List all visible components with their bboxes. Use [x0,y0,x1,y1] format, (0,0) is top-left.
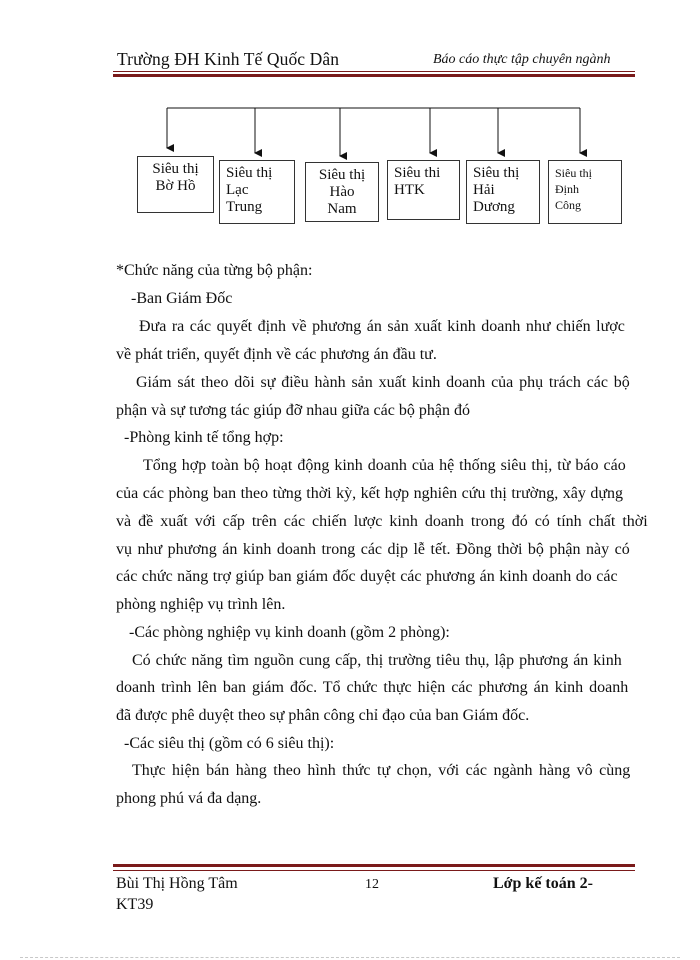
paragraph-line: vụ như phương án kinh doanh trong các dịp lễ tết. Đồng thời bộ phận này có [116,541,630,558]
org-box-dinh-cong [548,160,622,224]
org-box-line: Trung [226,199,263,215]
paragraph-line: phòng nghiệp vụ trình lên. [116,596,286,613]
org-box-line: Công [555,198,582,212]
org-box-line: Định [555,182,579,196]
org-box-line: Siêu thị [226,165,273,181]
org-box-line: Hải [473,182,495,198]
subheading-supermarkets: -Các siêu thị (gồm có 6 siêu thị): [124,735,335,752]
paragraph-line: về phát triển, quyết định về các phương án đầu tư. [116,346,437,363]
org-box-line: Siêu thị [555,166,593,180]
subheading-general-dept: -Phòng kinh tế tổng hợp: [124,429,284,446]
paragraph-line: Thực hiện bán hàng theo hình thức tự chọn, với các ngành hàng vô cùng [132,762,631,779]
footer-author: Bùi Thị Hồng Tâm [116,875,238,892]
paragraph-line: Đưa ra các quyết định về phương án sản xuất kinh doanh như chiến lược [139,318,625,335]
header-school-name: Trường ĐH Kinh Tế Quốc Dân [117,49,340,69]
org-box-line: Siêu thi [394,165,441,181]
paragraph-line: phong phú vá đa dạng. [116,790,262,807]
paragraph-line: của các phòng ban theo từng thời kỳ, kết hợp nghiên cứu thị trường, xây dựng [116,485,624,502]
footer-rule-thick [113,864,635,867]
org-box-line: Hào [329,184,355,200]
org-box-line: Dương [473,199,515,215]
org-box-line: Nam [327,201,357,217]
org-box-line: Bờ Hồ [155,178,196,194]
paragraph-line: Có chức năng tìm nguồn cung cấp, thị trường tiêu thụ, lập phương án kinh [132,652,622,669]
paragraph-line: Giám sát theo dõi sự điều hành sản xuất kinh doanh của phụ trách các bộ [136,374,630,391]
org-box-line: HTK [394,182,425,198]
org-box-line: Lạc [226,182,249,198]
org-box-hai-duong [466,160,540,224]
paragraph-line: Tổng hợp toàn bộ hoạt động kinh doanh của hệ thống siêu thị, từ báo cáo [143,457,626,474]
footer-rule-thin [113,870,635,871]
paragraph-line: phận và sự tương tác giúp đỡ nhau giữa các bộ phận đó [116,402,470,419]
org-box-bo-ho [137,156,214,213]
org-box-line: Siêu thị [152,161,199,177]
subheading-board: -Ban Giám Đốc [131,290,233,307]
paragraph-line: đã được phê duyệt theo sự phân công chỉ đạo của ban Giám đốc. [116,707,530,724]
footer-class-code: KT39 [116,896,154,913]
org-box-hao-nam [305,162,379,222]
header-report-title: Báo cáo thực tập chuyên ngành [433,52,611,67]
paragraph-line: doanh trình lên ban giám đốc. Tổ chức thực hiện các phương án kinh doanh [116,679,629,696]
org-box-line: Siêu thị [473,165,520,181]
org-box-lac-trung [219,160,295,224]
subheading-business-depts: -Các phòng nghiệp vụ kinh doanh (gồm 2 phòng): [129,624,450,641]
footer-class: Lớp kế toán 2- [493,875,593,892]
footer-page-number: 12 [365,877,379,892]
paragraph-line: và đề xuất với cấp trên các chiến lược kinh doanh trong đó có tính chất thời [116,513,648,530]
org-box-htk [387,160,460,220]
paragraph-line: các chức năng trợ giúp ban giám đốc duyệt các phương án kinh doanh do các [116,568,618,585]
org-box-line: Siêu thị [318,167,366,183]
page-break-line [20,957,680,958]
section-heading-functions: *Chức năng của từng bộ phận: [116,262,313,279]
